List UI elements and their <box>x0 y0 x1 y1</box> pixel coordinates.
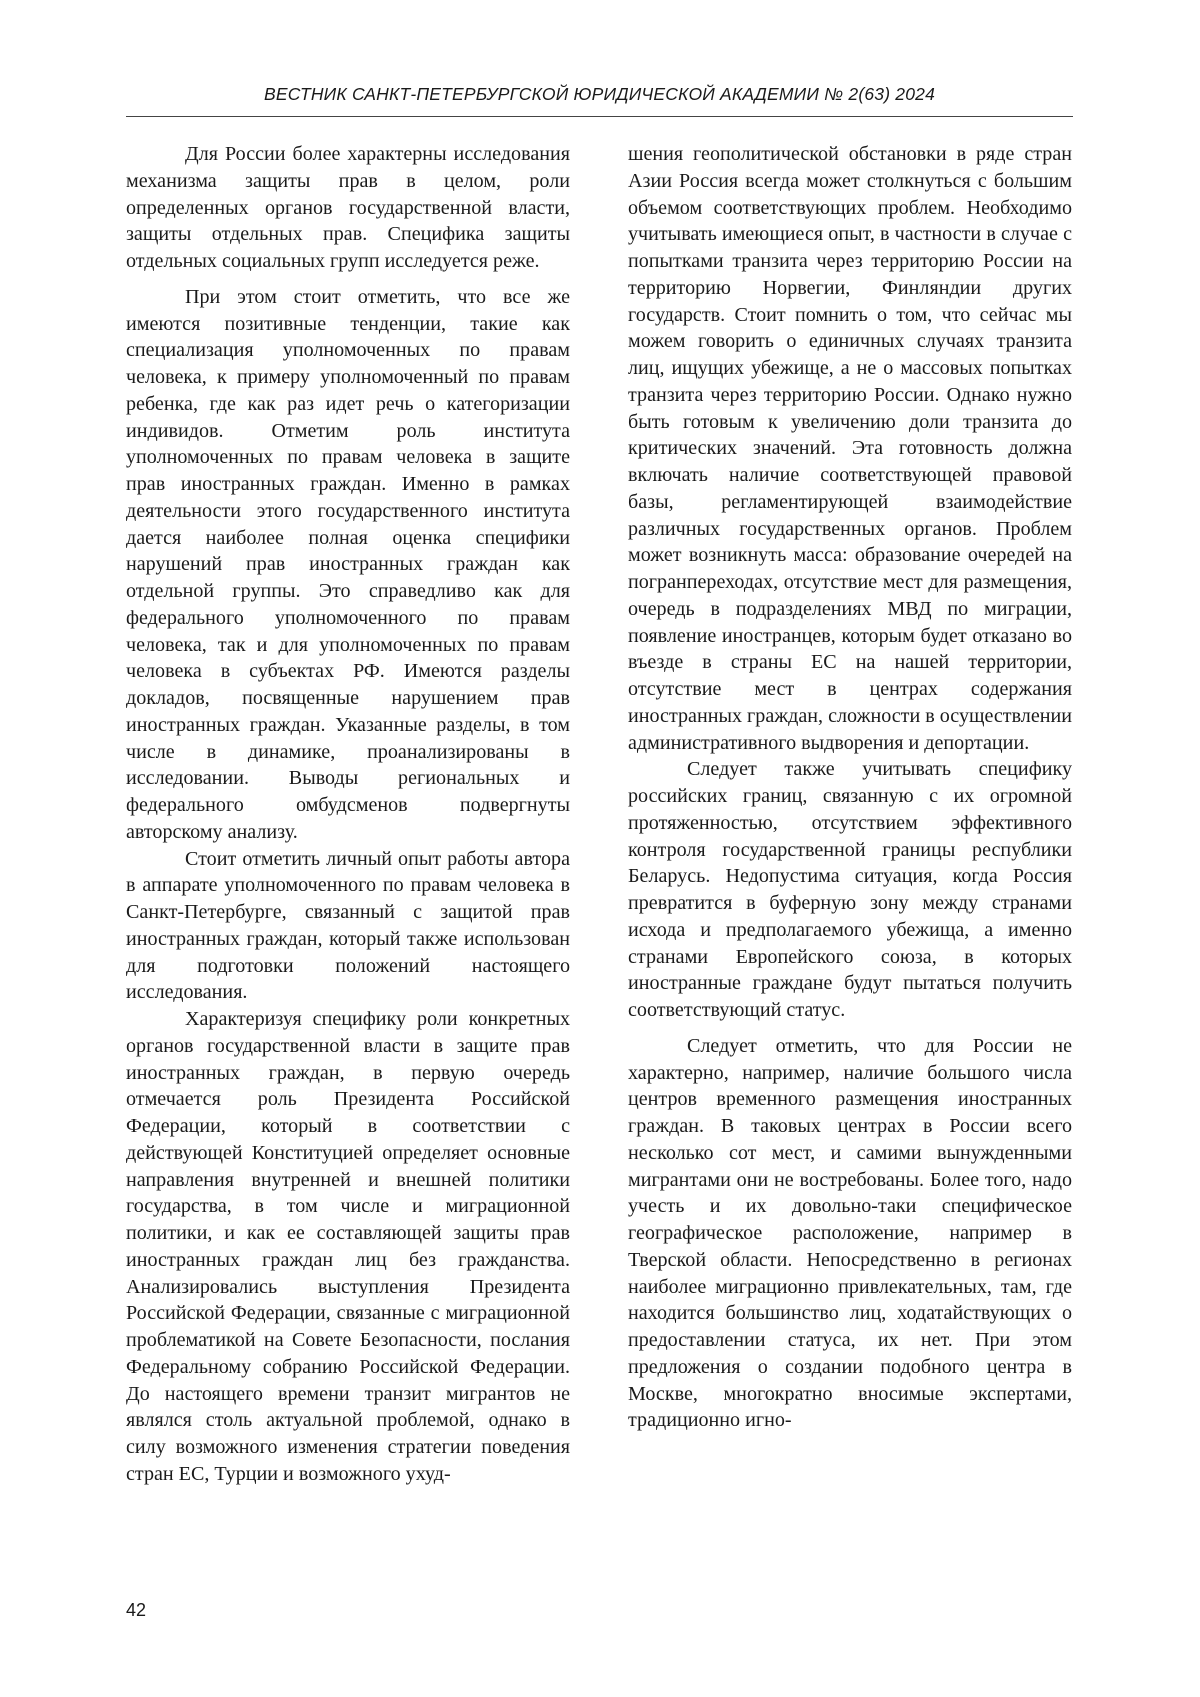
page-number: 42 <box>126 1600 147 1620</box>
paragraph: Для России более характерны исследования механизма защиты прав в целом, роли определенных органов государственной власти, защиты отдельных прав. Специфика защиты отдельных социальных групп исследуется реже. <box>126 143 570 272</box>
running-header: ВЕСТНИК САНКТ-ПЕТЕРБУРГСКОЙ ЮРИДИЧЕСКОЙ АКАДЕМИИ № 2(63) 2024 <box>263 84 936 104</box>
paragraph-continued: шения геополитической обстановки в ряде стран Азии Россия всегда может столкнуться с большим объемом соответствующих проблем. Необходимо учитывать имеющиеся опыт, в частности в случае с попытками транзита через территорию России на территорию Норвегии, Финляндии других государств. Стоит помнить о том, что сейчас мы можем говорить о единичных случаях транзита лиц, ищущих убежище, а не о массовых попытках транзита через территорию России. Однако нужно быть готовым к увеличению доли транзита до критических значений. Эта готовность должна включать наличие соответствующей правовой базы, регламентирующей взаимодействие различных государственных органов. Проблем может возникнуть масса: образование очередей на погранпереходах, отсутствие мест для размещения, очередь в подразделениях МВД по миграции, появление иностранцев, которым будет отказано во въезде в страны ЕС на нашей территории, отсутствие мест в центрах содержания иностранных граждан, сложности в осуществлении административного выдворения и депортации. <box>628 143 1073 754</box>
paragraph: Следует также учитывать специфику российских границ, связанную с их огромной протяженностью, отсутствием эффективного контроля государственной границы республики Беларусь. Недопустима ситуация, когда Россия превратится в буферную зону между странами исхода и предполагаемого убежища, а именно странами Европейского союза, в которых иностранные граждане будут пытаться получить соответствующий статус. <box>628 758 1072 1021</box>
right-text-column <box>628 141 1072 1434</box>
paragraph: При этом стоит отметить, что все же имеются позитивные тенденции, такие как специализация уполномоченных по правам человека, к примеру уполномоченный по правам ребенка, где как раз идет речь о категоризации индивидов. Отметим роль института уполномоченных по правам человека в защите прав иностранных граждан. Именно в рамках деятельности этого государственного института дается наиболее полная оценка специфики нарушений прав иностранных граждан как отдельной группы. Это справедливо как для федерального уполномоченного по правам человека, так и для уполномоченных по правам человека в субъектах РФ. Имеются разделы докладов, посвященные нарушением прав иностранных граждан. Указанные разделы, в том числе в динамике, проанализированы в исследовании. Выводы региональных и федерального омбудсменов подвергнуты авторскому анализу. <box>126 285 570 843</box>
paragraph: Следует отметить, что для России не характерно, например, наличие большого числа центров временного размещения иностранных граждан. В таковых центрах в России всего несколько сот мест, и самими вынужденными мигрантами они не востребованы. Более того, надо учесть и их довольно-таки специфическое географическое расположение, например в Тверской области. Непосредственно в регионах наиболее миграционно привлекательных, там, где находится большинство лиц, ходатайствующих о предоставлении статуса, их нет. При этом предложения о создании подобного центра в Москве, многократно вносимые экспертами, традиционно игно- <box>628 1034 1072 1432</box>
paragraph: Характеризуя специфику роли конкретных органов государственной власти в защите прав иностранных граждан, в первую очередь отмечается роль Президента Российской Федерации, который в соответствии с действующей Конституцией определяет основные направления внутренней и внешней политики государства, в том числе и миграционной политики, и как ее составляющей защиты прав иностранных граждан лиц без гражданства. Анализировались выступления Президента Российской Федерации, связанные с миграционной проблематикой на Совете Безопасности, послания Федеральному собранию Российской Федерации. До настоящего времени транзит мигрантов не являлся столь актуальной проблемой, однако в силу возможного изменения стратегии поведения стран ЕС, Турции и возможного ухуд- <box>126 1008 570 1485</box>
left-text-column <box>126 141 570 1488</box>
paragraph: Стоит отметить личный опыт работы автора в аппарате уполномоченного по правам человека в Санкт-Петербурге, связанный с защитой прав иностранных граждан, который также использован для подготовки положений настоящего исследования. <box>126 847 570 1004</box>
header-rule <box>126 116 1073 117</box>
